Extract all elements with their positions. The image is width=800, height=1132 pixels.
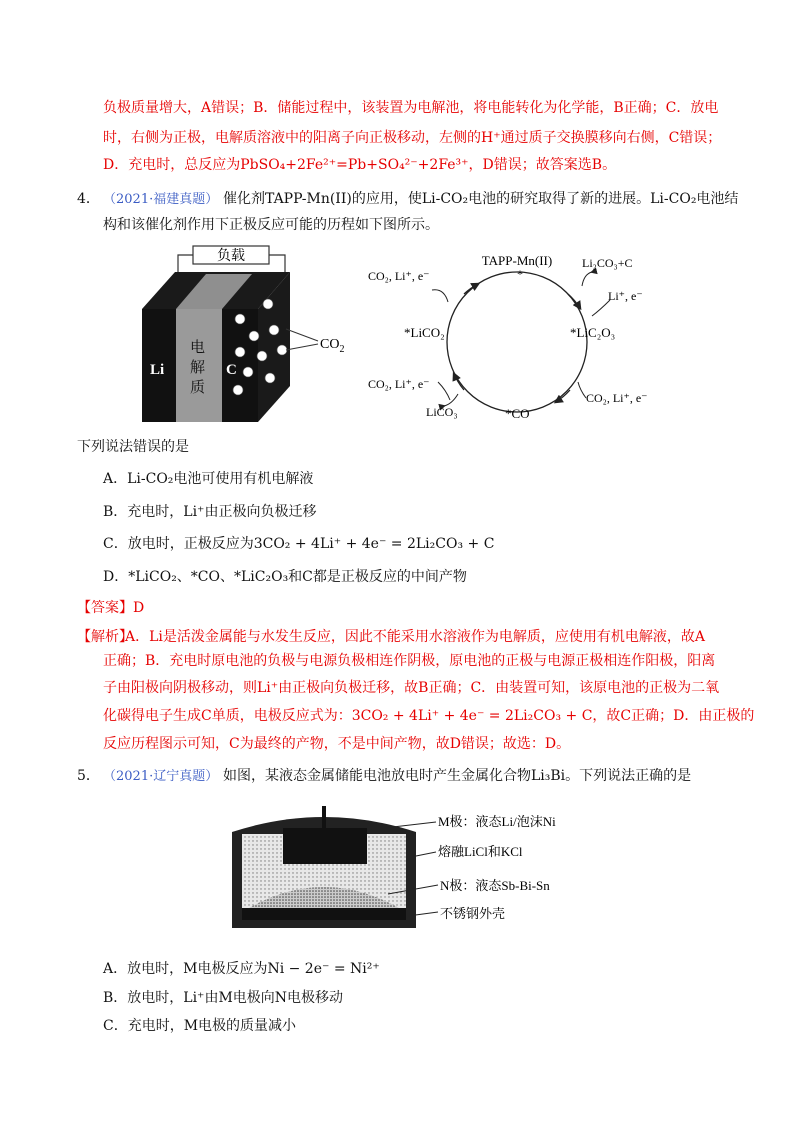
q4-prompt: 下列说法错误的是 bbox=[77, 439, 189, 455]
prev-analysis-line-2: 时，右侧为正极，电解质溶液中的阳离子向正极移动，左侧的H⁺通过质子交换膜移向右侧，C错误； bbox=[103, 130, 722, 146]
catalyst-label: TAPP-Mn(II) bbox=[481, 253, 553, 268]
reactant-right: Li⁺, e⁻ bbox=[608, 289, 643, 303]
molten-salt-label: 熔融LiCl和KCl bbox=[438, 844, 523, 859]
cycle-circle bbox=[447, 272, 587, 412]
reactant-top-left: CO₂, Li⁺, e⁻ bbox=[368, 269, 430, 283]
q4-option-c: C．放电时，正极反应为3CO₂ + 4Li⁺ + 4e⁻ = 2Li₂CO₃ + C bbox=[103, 536, 495, 552]
q5-number: 5． bbox=[77, 768, 100, 784]
q4-analysis-line-5: 反应历程图示可知，C为最终的产物，不是中间产物，故D错误；故选：D。 bbox=[103, 736, 571, 752]
answer-value: D bbox=[133, 600, 145, 616]
reaction-cycle-diagram bbox=[360, 250, 680, 428]
q4-source: （2021·福建真题） bbox=[103, 192, 219, 207]
intermediate-licO2: *LiCO₂ bbox=[404, 325, 445, 340]
li-electrode-label: Li bbox=[150, 362, 165, 378]
q4-stem-2: 构和该催化剂作用下正极反应可能的历程如下图所示。 bbox=[103, 217, 439, 233]
q4-option-a: A．Li-CO₂电池可使用有机电解液 bbox=[103, 471, 314, 487]
q4-analysis-line-4: 化碳得电子生成C单质，电极反应式为：3CO₂ + 4Li⁺ + 4e⁻ = 2Li₂CO₃ + C，故C正确；D．由正极的 bbox=[103, 708, 755, 724]
m-electrode-label: M极：液态Li/泡沫Ni bbox=[438, 814, 556, 829]
liquid-metal-battery-diagram bbox=[228, 800, 578, 942]
electrolyte-char-1: 电 bbox=[190, 340, 206, 356]
product-top-right: Li₂CO₃+C bbox=[582, 256, 633, 270]
q4-answer bbox=[77, 597, 144, 617]
load-label: 负载 bbox=[217, 249, 245, 264]
q4-option-b: B．充电时，Li⁺由正极向负极迁移 bbox=[103, 504, 317, 520]
q4-number: 4． bbox=[77, 191, 100, 207]
q5-option-b: B．放电时，Li⁺由M电极向N电极移动 bbox=[103, 990, 344, 1006]
intermediate-co: *CO bbox=[505, 406, 530, 421]
c-electrode-label: C bbox=[226, 362, 237, 378]
q4-option-d: D．*LiCO₂、*CO、*LiC₂O₃和C都是正极反应的中间产物 bbox=[103, 569, 467, 585]
answer-label: 【答案】 bbox=[77, 600, 133, 616]
steel-casing-label: 不锈钢外壳 bbox=[440, 906, 506, 921]
electrolyte-char-2: 解 bbox=[190, 360, 206, 376]
q4-analysis-line-2: 正确；B．充电时原电池的负极与电源负极相连作阴极，原电池的正极与电源正极相连作阳极，阳离 bbox=[103, 653, 716, 669]
q4-analysis-line-3: 子由阳极向阴极移动，则Li⁺由正极向负极迁移，故B正确；C．由装置可知，该原电池的正极为二氧 bbox=[103, 680, 720, 696]
li-co2-battery-diagram bbox=[140, 244, 360, 426]
q5-stem: 如图，某液态金属储能电池放电时产生金属化合物Li₃Bi。下列说法正确的是 bbox=[223, 768, 692, 784]
prev-analysis-line-1: 负极质量增大，A错误；B．储能过程中，该装置为电解池，将电能转化为化学能，B正确；C．放电 bbox=[103, 100, 719, 116]
q5-source: （2021·辽宁真题） bbox=[103, 769, 219, 784]
intermediate-lic2o3: *LiC₂O₃ bbox=[570, 325, 616, 340]
reactant-bottom-left: CO₂, Li⁺, e⁻ bbox=[368, 377, 430, 391]
q4-analysis-line-1: A．Li是活泼金属能与水发生反应，因此不能采用水溶液作为电解质，应使用有机电解液，故A bbox=[125, 629, 705, 645]
q4-analysis-label: 【解析】 bbox=[77, 629, 133, 645]
q5-option-c: C．充电时，M电极的质量减小 bbox=[103, 1018, 297, 1034]
q4-stem-1: 催化剂TAPP-Mn(II)的应用，使Li-CO₂电池的研究取得了新的进展。Li-CO₂电池结 bbox=[223, 191, 739, 207]
reactant-bottom-right: CO₂, Li⁺, e⁻ bbox=[586, 391, 648, 405]
catalyst-star: * bbox=[517, 267, 523, 281]
product-bottom-left: LiCO₃ bbox=[426, 405, 458, 419]
electrolyte-char-3: 质 bbox=[190, 380, 206, 396]
n-electrode-label: N极：液态Sb-Bi-Sn bbox=[440, 878, 550, 893]
prev-analysis-line-3: D．充电时，总反应为PbSO₄+2Fe²⁺=Pb+SO₄²⁻+2Fe³⁺，D错误；故答案选B。 bbox=[103, 157, 617, 173]
co2-label: $CO_2$ bbox=[320, 337, 345, 355]
q5-option-a: A．放电时，M电极反应为Ni − 2e⁻ = Ni²⁺ bbox=[103, 961, 380, 977]
